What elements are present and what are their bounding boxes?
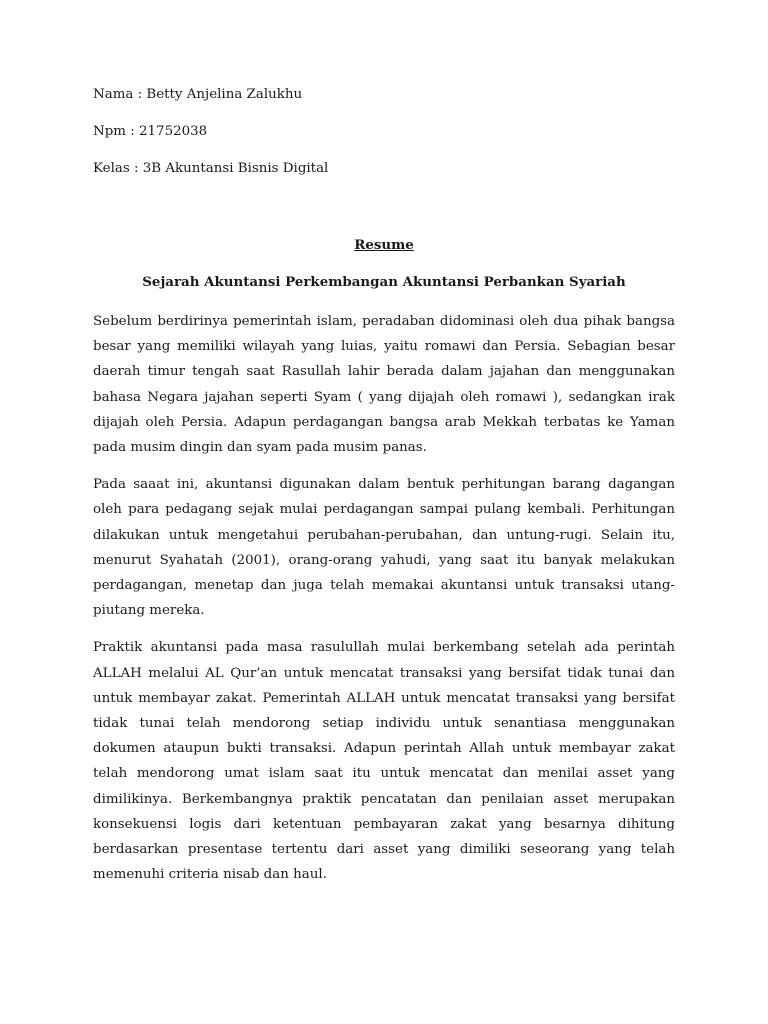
paragraph-3: Praktik akuntansi pada masa rasulullah mulai berkembang setelah ada perintah ALLAH melalui AL Qur’an untuk mencatat transaksi yang bersifat tidak tunai dan untuk membayar zakat. Pemerintah ALLAH untuk mencatat transaksi yang bersifat tidak tunai telah mendorong setiap individu untuk senantiasa menggunakan dokumen ataupun bukti transaksi. Adapun perintah Allah untuk membayar zakat telah mendorong umat islam saat itu untuk mencatat dan menilai asset yang dimilikinya. Berkembangnya praktik pencatatan dan penilaian asset merupakan konsekuensi logis dari ketentuan pembayaran zakat yang besarnya dihitung berdasarkan presentase tertentu dari asset yang dimiliki seseorang yang telah memenuhi criteria nisab dan haul. xyxy=(93,640,675,883)
document-body xyxy=(93,309,675,899)
paragraph-2: Pada saaat ini, akuntansi digunakan dalam bentuk perhitungan barang dagangan oleh para pedagang sejak mulai perdagangan sampai pulang kembali. Perhitungan dilakukan untuk mengetahui perubahan-perubahan, dan untung-rugi. Selain itu, menurut Syahatah (2001), orang-orang yahudi, yang saat itu banyak melakukan perdagangan, menetap dan juga telah memakai akuntansi untuk transaksi utang-piutang mereka. xyxy=(93,477,675,619)
paragraph-1: Sebelum berdirinya pemerintah islam, peradaban didominasi oleh dua pihak bangsa besar yang memiliki wilayah yang luias, yaitu romawi dan Persia. Sebagian besar daerah timur tengah saat Rasullah lahir berada dalam jajahan dan menggunakan bahasa Negara jajahan seperti Syam ( yang dijajah oleh romawi ), sedangkan irak dijajah oleh Persia. Adapun perdagangan bangsa arab Mekkah terbatas ke Yaman pada musim dingin dan syam pada musim panas. xyxy=(93,314,675,456)
student-npm: Npm : 21752038 xyxy=(93,124,208,139)
student-class: Kelas : 3B Akuntansi Bisnis Digital xyxy=(93,161,329,176)
document-title: Resume xyxy=(354,237,414,253)
document-heading xyxy=(93,236,675,291)
document-subtitle: Sejarah Akuntansi Perkembangan Akuntansi Perbankan Syariah xyxy=(142,274,626,290)
student-name: Nama : Betty Anjelina Zalukhu xyxy=(93,87,303,102)
student-info xyxy=(93,86,675,178)
